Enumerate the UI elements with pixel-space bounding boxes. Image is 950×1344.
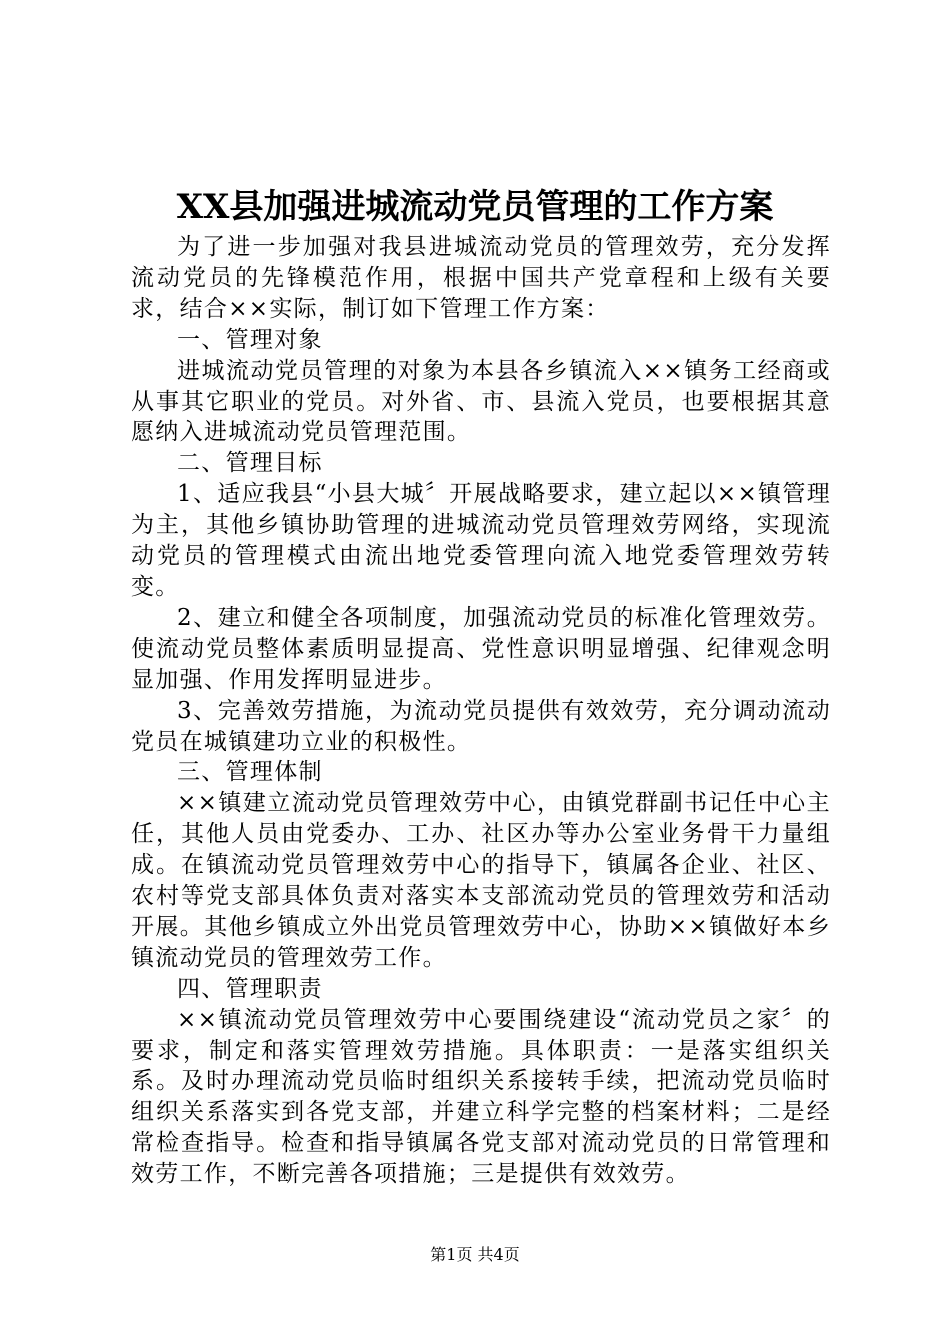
document-body: [131, 232, 831, 1190]
paragraph-intro: 为了进一步加强对我县进城流动党员的管理效劳，充分发挥流动党员的先锋模范作用，根据中国共产党章程和上级有关要求，结合××实际，制订如下管理工作方案：: [131, 234, 831, 322]
section-heading-3: 三、管理体制: [177, 759, 323, 786]
paragraph-goal-3: 3、完善效劳措施，为流动党员提供有效效劳，充分调动流动党员在城镇建功立业的积极性。: [131, 697, 831, 755]
paragraph-goal-2: 2、建立和健全各项制度，加强流动党员的标准化管理效劳。使流动党员整体素质明显提高、党性意识明显增强、纪律观念明显加强、作用发挥明显进步。: [131, 604, 831, 693]
paragraph-management-target-scope: 进城流动党员管理的对象为本县各乡镇流入××镇务工经商或从事其它职业的党员。对外省、市、县流入党员，也要根据其意愿纳入进城流动党员管理范围。: [131, 357, 831, 446]
paragraph-management-duties: ××镇流动党员管理效劳中心要围绕建设“流动党员之家〞的要求，制定和落实管理效劳措施。具体职责：一是落实组织关系。及时办理流动党员临时组织关系接转手续，把流动党员临时组织关系落实到各党支部，并建立科学完整的档案材料；二是经常检查指导。检查和指导镇属各党支部对流动党员的日常管理和效劳工作，不断完善各项措施；三是提供有效效劳。: [131, 1006, 831, 1188]
section-heading-2: 二、管理目标: [177, 450, 323, 477]
paragraph-management-system: ××镇建立流动党员管理效劳中心，由镇党群副书记任中心主任，其他人员由党委办、工办、社区办等办公室业务骨干力量组成。在镇流动党员管理效劳中心的指导下，镇属各企业、社区、农村等党支部具体负责对落实本支部流动党员的管理效劳和活动开展。其他乡镇成立外出党员管理效劳中心，协助××镇做好本乡镇流动党员的管理效劳工作。: [131, 790, 831, 971]
page-number-footer: 第1页 共4页: [430, 1245, 520, 1264]
document-title: XX县加强进城流动党员管理的工作方案: [176, 187, 774, 227]
section-heading-1: 一、管理对象: [177, 326, 323, 353]
section-heading-4: 四、管理职责: [177, 975, 323, 1002]
paragraph-goal-1: 1、适应我县“小县大城〞开展战略要求，建立起以××镇管理为主，其他乡镇协助管理的进城流动党员管理效劳网络，实现流动党员的管理模式由流出地党委管理向流入地党委管理效劳转变。: [131, 481, 831, 600]
